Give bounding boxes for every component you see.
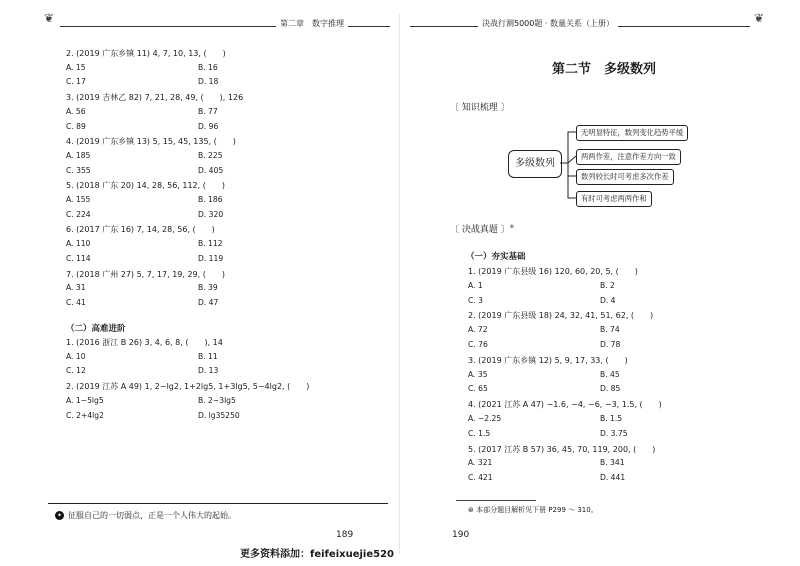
answer-option: D. 441 <box>600 473 626 483</box>
answer-option: C. 114 <box>66 253 91 263</box>
question-stem: 7. (2018 广州 27) 5, 7, 17, 19, 29, ( ) <box>66 269 225 279</box>
question-stem: 4. (2021 江苏 A 47) −1.6, −4, −6, −3, 1.5, ( ) <box>468 400 662 410</box>
answer-option: C. 355 <box>66 165 91 175</box>
answer-option: D. 4 <box>600 295 616 305</box>
section-title: 第二节 多级数列 <box>552 62 657 77</box>
question-stem: 3. (2019 广东乡镇 12) 5, 9, 17, 33, ( ) <box>468 355 628 365</box>
answer-option: A. 56 <box>66 106 86 116</box>
answer-option: A. 15 <box>66 62 86 72</box>
answer-option: A. 185 <box>66 150 91 160</box>
answer-option: C. 65 <box>468 384 488 394</box>
mindmap-branch: 无明显特征，数列变化趋势平缓 <box>576 125 688 141</box>
answer-option: B. 2 <box>600 280 615 290</box>
question-stem: 1. (2016 浙江 B 26) 3, 4, 6, 8, ( ), 14 <box>66 338 223 347</box>
question-stem: 2. (2019 江苏 A 49) 1, 2−lg2, 1+2lg5, 1+3lg5, 5−4lg2, ( ) <box>66 382 310 392</box>
answer-option: C. 89 <box>66 121 86 131</box>
answer-option: B. 45 <box>600 369 620 379</box>
answer-option: A. 1 <box>468 280 483 290</box>
sprout-ornament-icon: ❦ <box>44 11 55 25</box>
answer-option: B. 39 <box>198 283 218 293</box>
mindmap-center: 多级数列 <box>508 150 562 178</box>
page-number: 189 <box>336 530 354 540</box>
question-stem: 2. (2019 广东县级 18) 24, 32, 41, 51, 62, ( ) <box>468 311 654 321</box>
answer-option: B. 1.5 <box>600 414 623 423</box>
question-stem: 1. (2019 广东县级 16) 120, 60, 20, 5, ( ) <box>468 267 638 276</box>
answer-option: A. 155 <box>66 195 91 204</box>
answer-option: B. 11 <box>198 351 218 361</box>
exam-heading: 〔 决战真题 〕⊛ <box>450 224 514 235</box>
knowledge-heading: 〔 知识梳理 〕 <box>450 103 510 113</box>
answer-option: C. 76 <box>468 340 488 349</box>
footer-rule <box>48 503 388 504</box>
footnote: ⊛ 本部分题目解析见下册 P299 ～ 310。 <box>468 506 598 514</box>
question-stem: 6. (2017 广东 16) 7, 14, 28, 56, ( ) <box>66 225 215 235</box>
answer-option: D. 119 <box>198 253 224 263</box>
subsection-title: （二）高难进阶 <box>66 324 126 334</box>
answer-option: D. 96 <box>198 121 219 131</box>
lightbulb-icon: ✦ <box>56 512 63 519</box>
page-number: 190 <box>452 530 470 540</box>
answer-option: B. 16 <box>198 62 218 72</box>
answer-option: B. 225 <box>198 150 223 160</box>
chapter-header: 第二章 数字推理 <box>276 18 348 29</box>
answer-option: D. 85 <box>600 384 621 394</box>
answer-option: C. 41 <box>66 297 86 307</box>
book-header: 决战行测5000题 · 数量关系（上册） <box>478 18 618 29</box>
answer-option: C. 1.5 <box>468 428 491 438</box>
answer-option: C. 224 <box>66 209 91 219</box>
question-stem: 2. (2019 广东乡镇 11) 4, 7, 10, 13, ( ) <box>66 49 226 58</box>
answer-option: C. 2+4lg2 <box>66 410 104 420</box>
answer-option: B. 186 <box>198 195 223 204</box>
answer-option: B. 74 <box>600 325 620 335</box>
answer-option: A. 31 <box>66 283 86 293</box>
answer-option: D. 3.75 <box>600 428 628 438</box>
mindmap-branch: 数列较长时可考虑多次作差 <box>576 169 674 185</box>
answer-option: A. 110 <box>66 239 91 249</box>
answer-option: B. 2−3lg5 <box>198 395 236 405</box>
answer-option: B. 341 <box>600 458 625 468</box>
answer-option: B. 112 <box>198 239 223 249</box>
mindmap-branch: 两两作差，注意作差方向一致 <box>576 149 681 165</box>
footer-note: 更多资料添加：feifeixuejie520 <box>240 549 394 560</box>
question-stem: 3. (2019 吉林乙 82) 7, 21, 28, 49, ( ), 126 <box>66 93 244 103</box>
answer-option: C. 12 <box>66 366 86 376</box>
subsection-title: （一）夯实基础 <box>466 252 526 262</box>
answer-option: D. 405 <box>198 165 224 175</box>
answer-option: D. 47 <box>198 297 219 307</box>
sprout-ornament-icon: ❦ <box>754 11 765 25</box>
footnote-rule <box>456 500 536 501</box>
question-stem: 4. (2019 广东乡镇 13) 5, 15, 45, 135, ( ) <box>66 137 236 147</box>
question-stem: 5. (2017 江苏 B 57) 36, 45, 70, 119, 200, ( ) <box>468 444 656 454</box>
answer-option: A. 321 <box>468 458 493 468</box>
answer-option: C. 421 <box>468 473 493 483</box>
right-page <box>400 0 800 566</box>
answer-option: A. 35 <box>468 369 488 379</box>
answer-option: A. 10 <box>66 351 86 361</box>
question-stem: 5. (2018 广东 20) 14, 28, 56, 112, ( ) <box>66 181 225 191</box>
answer-option: A. 72 <box>468 325 488 335</box>
answer-option: A. 1−5lg5 <box>66 395 104 405</box>
answer-option: C. 17 <box>66 77 86 87</box>
answer-option: D. 78 <box>600 340 621 349</box>
answer-option: C. 3 <box>468 295 483 305</box>
answer-option: B. 77 <box>198 106 218 116</box>
answer-option: D. 13 <box>198 366 219 376</box>
answer-option: D. lg35250 <box>198 410 240 420</box>
answer-option: D. 320 <box>198 209 224 219</box>
answer-option: D. 18 <box>198 77 219 87</box>
mindmap-branch: 有时可考虑两两作和 <box>576 191 652 207</box>
answer-option: A. −2.25 <box>468 414 502 423</box>
motto: 征服自己的一切弱点，正是一个人伟大的起始。 <box>68 511 236 520</box>
